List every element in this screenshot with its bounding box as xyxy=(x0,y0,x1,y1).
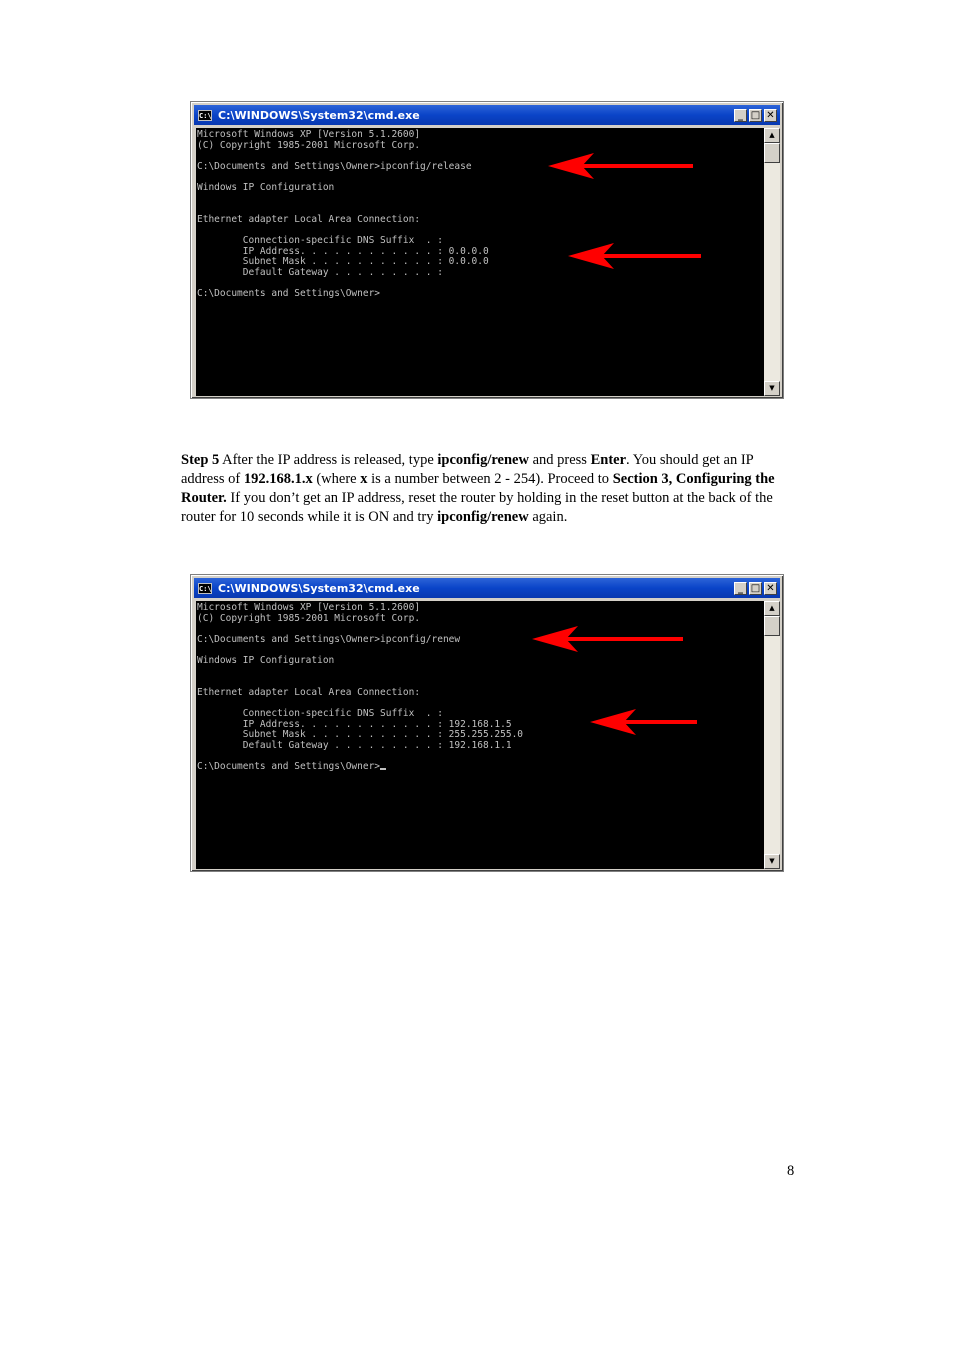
red-arrow-icon xyxy=(546,152,696,180)
page-number: 8 xyxy=(787,1163,795,1179)
console-lines: Microsoft Windows XP [Version 5.1.2600] (C) Copyright 1985-2001 Microsoft Corp. C:\Documents and Settings\Owner>ipconfig/renew Windows IP Configuration Ethernet adapter Local Area Connection: Connection-specific DNS Suffix . : IP Address. . . . . . . . . . . . : 192.168.1.5 Subnet Mask . . . . . . . . . . . : 255.255.255.0 Default Gateway . . . . . . . . . : 192.168.1.1 C:\Documents and Settings\Owner> xyxy=(197,602,524,772)
text-run: . You should get an IP address of xyxy=(181,452,754,487)
minimize-button[interactable]: _ xyxy=(734,109,747,122)
vertical-scrollbar[interactable] xyxy=(764,128,780,396)
scroll-down-icon[interactable]: ▼ xyxy=(764,854,780,869)
vertical-scrollbar[interactable] xyxy=(764,601,780,869)
text-run: and press xyxy=(528,452,591,468)
text-cursor xyxy=(380,768,386,770)
scroll-down-icon[interactable]: ▼ xyxy=(764,381,780,396)
scroll-up-icon[interactable]: ▲ xyxy=(764,128,780,143)
step-5-paragraph xyxy=(181,451,793,527)
window-titlebar[interactable] xyxy=(194,578,780,598)
close-button[interactable]: ✕ xyxy=(764,109,777,122)
step-label: Step 5 xyxy=(181,452,220,468)
text-run: again. xyxy=(528,509,568,525)
maximize-button[interactable]: □ xyxy=(750,582,761,594)
red-arrow-icon xyxy=(588,708,700,736)
key-text: Enter xyxy=(590,452,627,468)
text-run: If you don’t get an IP address, reset the router by holding in the reset button at the back of the router for 10 seconds while it is ON and try xyxy=(181,490,773,525)
command-text: ipconfig/renew xyxy=(437,452,529,468)
scroll-thumb[interactable] xyxy=(764,616,780,636)
console-lines: Microsoft Windows XP [Version 5.1.2600] (C) Copyright 1985-2001 Microsoft Corp. C:\Documents and Settings\Owner>ipconfig/release Windows IP Configuration Ethernet adapter Local Area Connection: Connection-specific DNS Suffix . : IP Address. . . . . . . . . . . . : 0.0.0.0 Subnet Mask . . . . . . . . . . . : 0.0.0.0 Default Gateway . . . . . . . . . : C:\Documents and Settings\Owner> xyxy=(197,129,489,299)
cmd-icon: C:\ xyxy=(199,111,212,120)
red-arrow-icon xyxy=(566,242,704,270)
red-arrow-icon xyxy=(530,625,686,653)
window-title: C:\WINDOWS\System32\cmd.exe xyxy=(218,581,420,595)
close-button[interactable]: ✕ xyxy=(764,582,777,595)
text-run: (where xyxy=(312,471,361,487)
ip-text: 192.168.1.x xyxy=(243,471,313,487)
text-run: is a number between 2 - 254). Proceed to xyxy=(367,471,613,487)
command-text: ipconfig/renew xyxy=(437,509,529,525)
section-reference: Section 3, Configuring the Router. xyxy=(181,471,775,506)
scroll-thumb[interactable] xyxy=(764,143,780,163)
window-title: C:\WINDOWS\System32\cmd.exe xyxy=(218,108,420,122)
window-titlebar[interactable] xyxy=(194,105,780,125)
cmd-icon: C:\ xyxy=(199,584,212,593)
text-run: After the IP address is released, type xyxy=(219,452,438,468)
variable-text: x xyxy=(360,471,368,487)
maximize-button[interactable]: □ xyxy=(750,109,761,121)
minimize-button[interactable]: _ xyxy=(734,582,747,595)
scroll-up-icon[interactable]: ▲ xyxy=(764,601,780,616)
